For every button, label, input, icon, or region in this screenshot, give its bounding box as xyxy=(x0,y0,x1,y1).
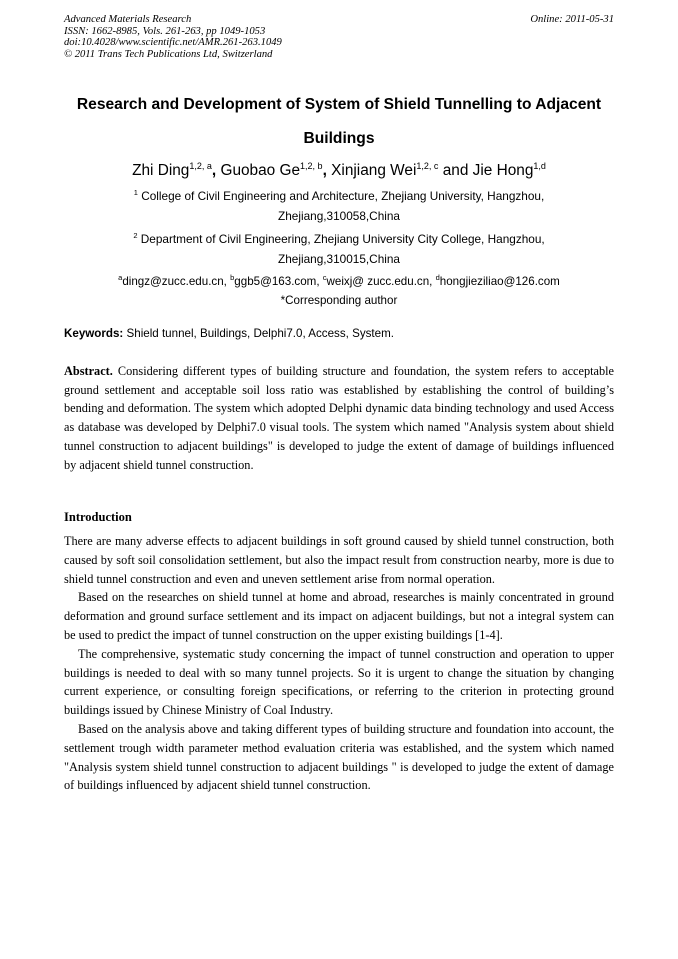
journal-name: Advanced Materials Research xyxy=(64,14,192,25)
affiliation-mark: 1 xyxy=(133,188,138,197)
author-name: Zhi Ding xyxy=(132,162,190,180)
email-list xyxy=(64,268,614,291)
email-mark: a xyxy=(118,273,123,282)
affiliation-text: College of Civil Engineering and Architecture, Zhejiang University, Hangzhou, Zhejiang,310058,China xyxy=(141,188,545,223)
author-affiliation-mark: 1,2, a xyxy=(189,161,212,171)
email-block xyxy=(64,268,614,310)
email-mark: c xyxy=(322,273,327,282)
email-mark: d xyxy=(435,273,440,282)
corresponding-author-note: *Corresponding author xyxy=(280,293,398,307)
abstract xyxy=(64,362,614,474)
email-text: weixj@ zucc.edu.cn, xyxy=(326,274,436,288)
author-name: Jie Hong xyxy=(472,162,534,180)
author-name: Guobao Ge xyxy=(220,162,301,180)
affiliation-text: Department of Civil Engineering, Zhejiang University City College, Hangzhou, Zhejiang,310015,China xyxy=(140,231,545,266)
author-separator: , xyxy=(211,162,221,180)
author-separator: , xyxy=(322,162,332,180)
author-name: Xinjiang Wei xyxy=(331,162,417,180)
author-affiliation-mark: 1,d xyxy=(533,161,546,171)
email-mark: b xyxy=(230,273,235,282)
paper-title: Research and Development of System of Shield Tunnelling to Adjacent Buildings xyxy=(76,96,602,147)
doi-line: doi:10.4028/www.scientific.net/AMR.261-263.1049 xyxy=(64,37,282,49)
author-affiliation-mark: 1,2, c xyxy=(416,161,439,171)
author-separator: and xyxy=(438,162,473,180)
paragraph: Based on the analysis above and taking different types of building structure and foundation into account, the settlement trough width parameter method evaluation criteria was established, and the system which named "Analysis system shield tunnel construction to adjacent buildings " is developed to judge the extent of damage of buildings influenced by adjacent shield tunnel construction. xyxy=(64,721,614,793)
paragraph: There are many adverse effects to adjacent buildings in soft ground caused by shield tunnel construction, both caused by soft soil consolidation settlement, but also the impact result from construction nearby, more is due to shield tunnel construction and even and uneven settlement arise from normal operation. xyxy=(64,534,614,586)
abstract-text: Considering different types of building structure and foundation, the system refers to acceptable ground settlement and acceptable soil loss ratio was established by establishing the control of building’s bending and deformation. The system which adopted Delphi dynamic data binding technology and used Access as database was developed by Delphi7.0 visual tools. The system which named "Analysis system about shield tunnel construction to adjacent buildings" is developed to judge the extent of damage of buildings influenced by adjacent shield tunnel construction. xyxy=(64,364,614,472)
email-text: dingz@zucc.edu.cn, xyxy=(122,274,231,288)
email-text: hongjieziliao@126.com xyxy=(439,274,560,288)
author-list xyxy=(64,156,614,181)
affiliation-mark: 2 xyxy=(133,231,138,240)
introduction-body xyxy=(64,532,614,795)
abstract-label: Abstract. xyxy=(64,364,113,378)
paragraph: Based on the researches on shield tunnel at home and abroad, researches is mainly concentrated in ground deformation and ground surface settlement and its impact on adjacent buildings, but not a integral system can be used to predict the impact of tunnel construction on the upper existing buildings [1-4]. xyxy=(64,590,614,642)
online-date: Online: 2011-05-31 xyxy=(530,14,614,25)
keywords-text: Shield tunnel, Buildings, Delphi7.0, Access, System. xyxy=(126,327,394,340)
keywords xyxy=(64,326,614,341)
email-text: ggb5@163.com, xyxy=(234,274,323,288)
section-heading-introduction: Introduction xyxy=(64,510,132,524)
affiliation-1 xyxy=(90,183,588,226)
keywords-label: Keywords: xyxy=(64,327,124,340)
copyright-line: © 2011 Trans Tech Publications Ltd, Switzerland xyxy=(64,48,273,60)
author-affiliation-mark: 1,2, b xyxy=(300,161,323,171)
issn-line: ISSN: 1662-8985, Vols. 261-263, pp 1049-1053 xyxy=(64,25,266,37)
affiliation-2 xyxy=(90,226,588,269)
paragraph: The comprehensive, systematic study concerning the impact of tunnel construction and operation to upper buildings is needed to deal with so many tunnel projects. So it is urgent to change the situation by changing current experience, or consulting foreign specifications, or referring to the criterion in protecting ground buildings issued by Chinese Ministry of Coal Industry. xyxy=(64,646,614,718)
journal-header xyxy=(64,14,614,60)
